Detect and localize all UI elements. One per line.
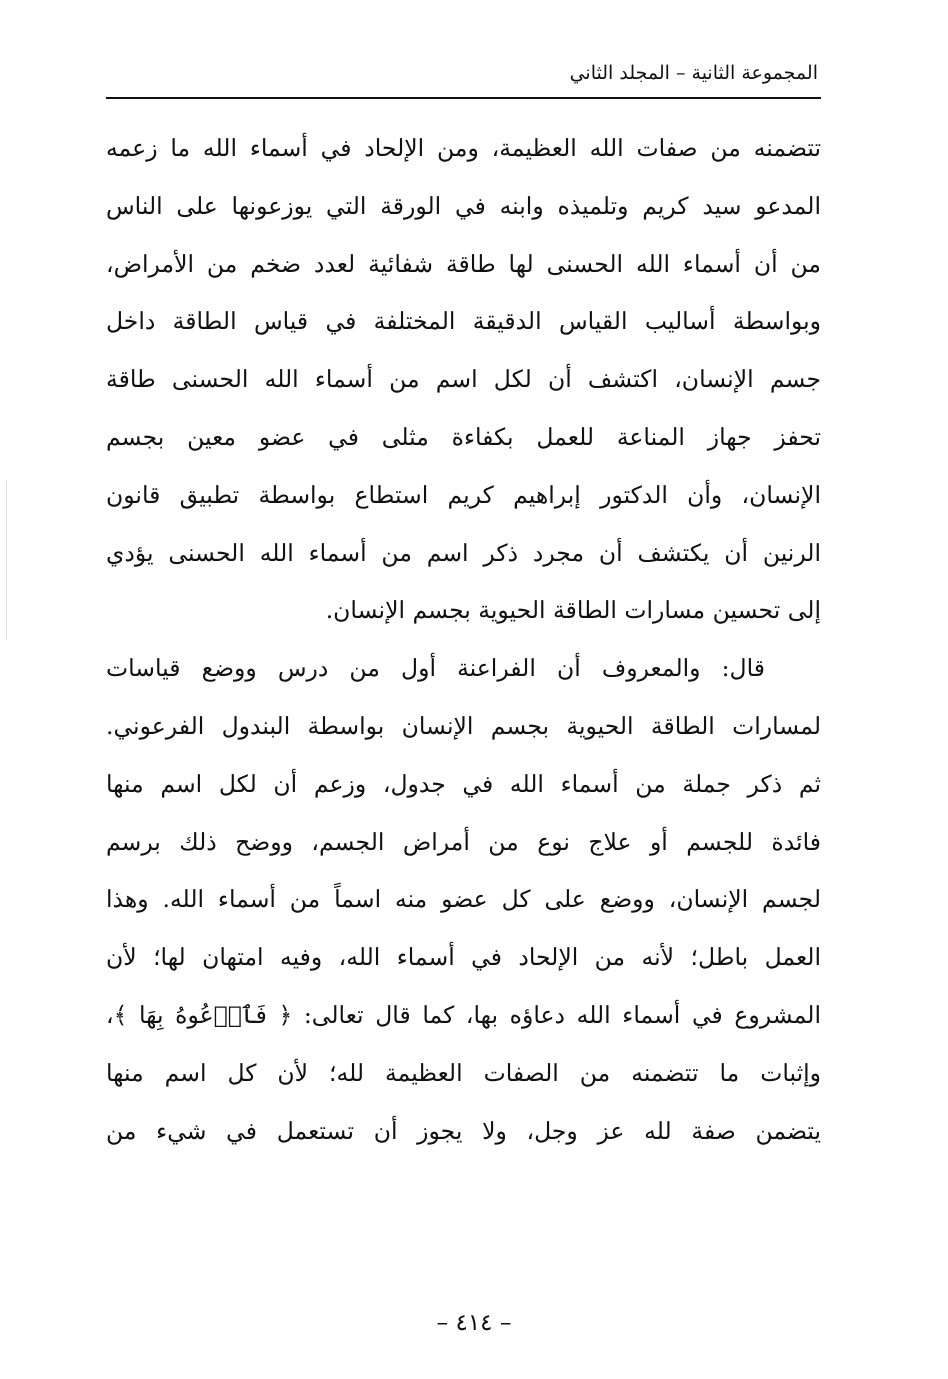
scan-edge-mark <box>6 480 10 640</box>
text-line: تحفز جهاز المناعة للعمل بكفاءة مثلى في عضو معين بجسم <box>106 422 821 451</box>
text-line: المشروع في أسماء الله دعاؤه بها، كما قال تعالى: ﴿ فَٱدۡعُوهُ بِهَا ﴾، <box>106 1000 821 1029</box>
text-line: لمسارات الطاقة الحيوية بجسم الإنسان بواسطة البندول الفرعوني. <box>106 711 821 740</box>
text-line: العمل باطل؛ لأنه من الإلحاد في أسماء الله، وفيه امتهان لها؛ لأن <box>106 943 821 972</box>
running-header: المجموعة الثانية – المجلد الثاني <box>569 62 818 84</box>
text-line: لجسم الإنسان، ووضع على كل عضو منه اسماً من أسماء الله. وهذا <box>106 885 821 914</box>
text-line: إلى تحسين مسارات الطاقة الحيوية بجسم الإنسان. <box>325 596 821 625</box>
text-line: يتضمن صفة لله عز وجل، ولا يجوز أن تستعمل في شيء من <box>106 1116 821 1145</box>
page-number: – ٤١٤ – <box>436 1310 512 1336</box>
text-line: الإنسان، وأن الدكتور إبراهيم كريم استطاع بواسطة تطبيق قانون <box>106 480 821 509</box>
text-line: من أن أسماء الله الحسنى لها طاقة شفائية لعدد ضخم من الأمراض، <box>106 249 821 278</box>
text-line: وإثبات ما تتضمنه من الصفات العظيمة لله؛ لأن كل اسم منها <box>106 1058 821 1087</box>
text-line: فائدة للجسم أو علاج نوع من أمراض الجسم، ووضح ذلك برسم <box>106 827 821 856</box>
body-text <box>106 120 821 1160</box>
text-line: تتضمنه من صفات الله العظيمة، ومن الإلحاد في أسماء الله ما زعمه <box>106 134 821 162</box>
text-line: الرنين أن يكتشف أن مجرد ذكر اسم من أسماء الله الحسنى يؤدي <box>106 538 821 567</box>
text-line: ثم ذكر جملة من أسماء الله في جدول، وزعم أن لكل اسم منها <box>106 769 821 798</box>
text-line: وبواسطة أساليب القياس الدقيقة المختلفة في قياس الطاقة داخل <box>106 307 821 336</box>
header-rule <box>106 97 821 99</box>
text-line: جسم الإنسان، اكتشف أن لكل اسم من أسماء الله الحسنى طاقة <box>106 365 821 394</box>
text-line: المدعو سيد كريم وتلميذه وابنه في الورقة التي يوزعونها على الناس <box>106 191 821 220</box>
text-line: قال: والمعروف أن الفراعنة أول من درس ووضع قياسات <box>106 654 765 683</box>
